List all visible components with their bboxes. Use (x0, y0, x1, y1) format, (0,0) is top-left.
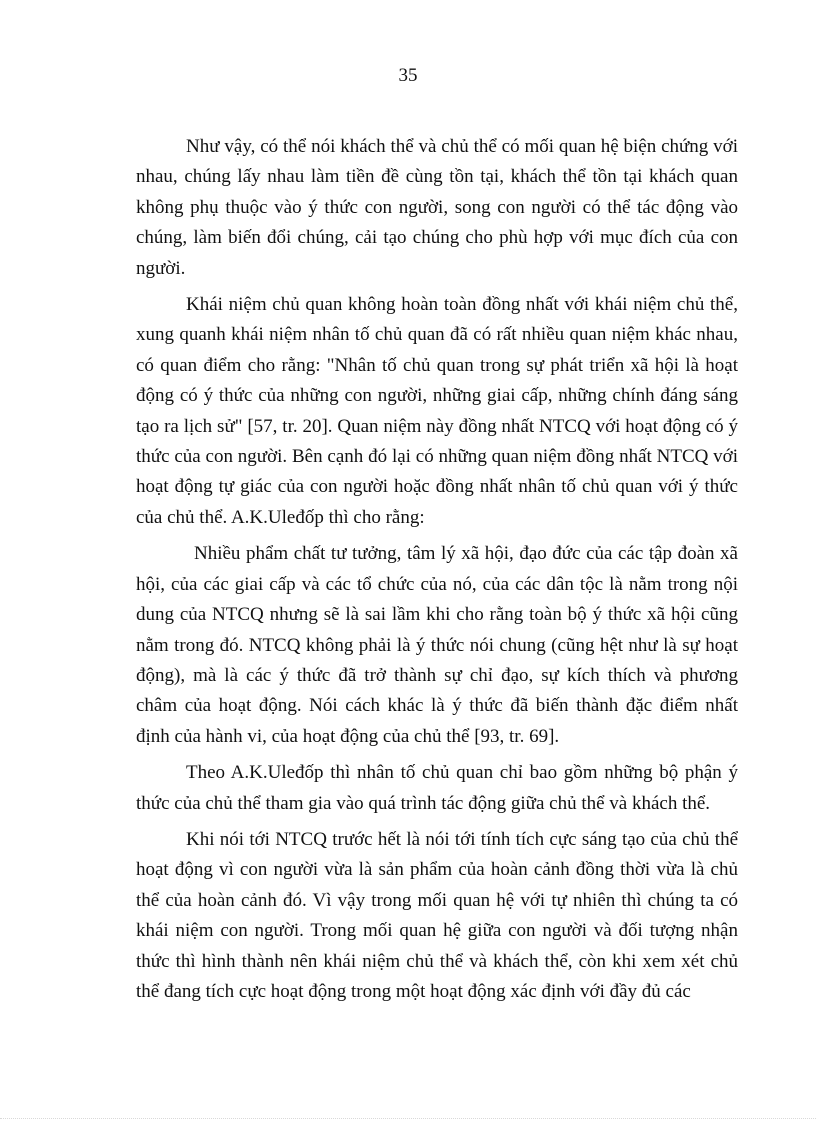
paragraph-1: Như vậy, có thể nói khách thể và chủ thể có mối quan hệ biện chứng với nhau, chúng lấy nhau làm tiền đề cùng tồn tại, khách thể tồn tại khách quan không phụ thuộc vào ý thức con người, song con người có thể tác động vào chúng, làm biến đổi chúng, cải tạo chúng cho phù hợp với mục đích của con người. (136, 136, 738, 279)
quote-line: dung của NTCQ nhưng sẽ là sai lầm khi cho rằng toàn bộ ý thức xã hội cũng (136, 604, 738, 626)
block-quote (136, 539, 738, 752)
quote-line: nằm trong đó. NTCQ không phải là ý thức nói chung (cũng hệt như là sự hoạt (136, 634, 738, 656)
quote-line: động), mà là các ý thức đã trở thành sự chỉ đạo, sự kích thích và phương (136, 664, 738, 686)
quote-line: Nhiều phẩm chất tư tưởng, tâm lý xã hội, đạo đức của các tập đoàn xã (194, 543, 738, 565)
quote-line: định của hành vi, của hoạt động của chủ thể [93, tr. 69]. (136, 725, 560, 747)
paragraph-3: Theo A.K.Uleđốp thì nhân tố chủ quan chỉ bao gồm những bộ phận ý thức của chủ thể tham gia vào quá trình tác động giữa chủ thể và khách thể. (136, 762, 738, 814)
paragraph-4: Khi nói tới NTCQ trước hết là nói tới tính tích cực sáng tạo của chủ thể hoạt động vì con người vừa là sản phẩm của hoàn cảnh đồng thời vừa là chủ thể của hoàn cảnh đó. Vì vậy trong mối quan hệ với tự nhiên thì chúng ta có khái niệm con người. Trong mối quan hệ giữa con người và đối tượng nhận thức thì hình thành nên khái niệm chủ thể và khách thể, còn khi xem xét chủ thể đang tích cực hoạt động trong một hoạt động xác định với đầy đủ các (136, 828, 738, 1002)
quote-line: châm của hoạt động. Nói cách khác là ý thức đã biến thành đặc điểm nhất (136, 695, 738, 717)
quote-line: hội, của các giai cấp và các tổ chức của nó, của các dân tộc là nằm trong nội (136, 573, 738, 595)
page-number: 35 (398, 65, 418, 86)
document-body (136, 132, 738, 1013)
page-bottom-divider (0, 1118, 816, 1119)
paragraph-2: Khái niệm chủ quan không hoàn toàn đồng nhất với khái niệm chủ thể, xung quanh khái niệm nhân tố chủ quan đã có rất nhiều quan niệm khác nhau, có quan điểm cho rằng: "Nhân tố chủ quan trong sự phát triển xã hội là hoạt động có ý thức của những con người, những giai cấp, những chính đáng sáng tạo ra lịch sử" [57, tr. 20]. Quan niệm này đồng nhất NTCQ với hoạt động có ý thức của con người. Bên cạnh đó lại có những quan niệm đồng nhất NTCQ với hoạt động tự giác của con người hoặc đồng nhất nhân tố chủ quan với ý thức của chủ thể. A.K.Uleđốp thì cho rằng: (136, 294, 738, 528)
